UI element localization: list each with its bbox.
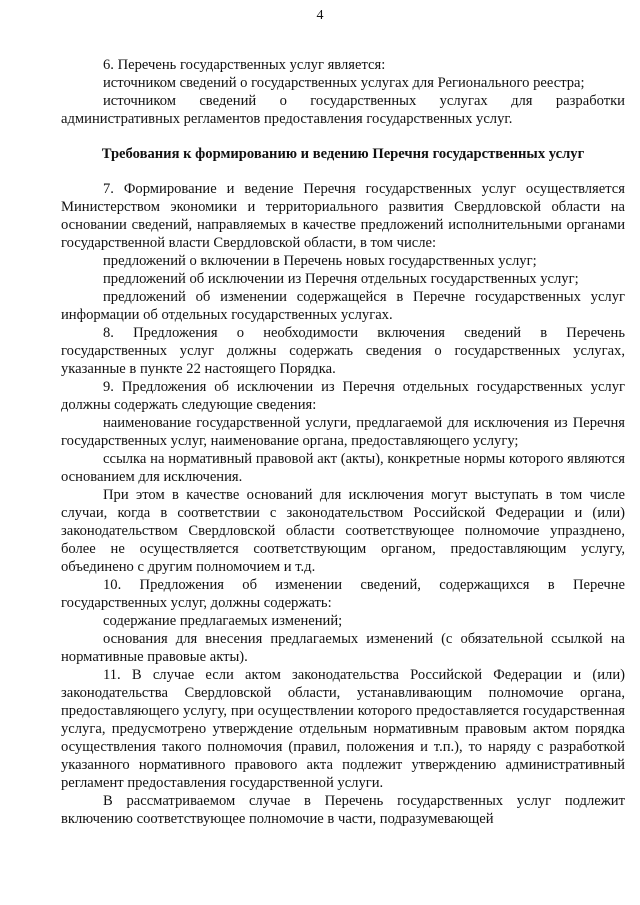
paragraph-7: 7. Формирование и ведение Перечня государственных услуг осуществляется Министерством экономики и территориального развития Свердловской области на основании сведений, направляемых в качестве предложений исполнительными органами государственной власти Свердловской области, в том числе: [61, 181, 625, 251]
paragraph-10-item-1: содержание предлагаемых изменений; [103, 613, 343, 629]
section-heading: Требования к формированию и ведению Перечня государственных услуг [101, 146, 585, 162]
paragraph-9-item-2: ссылка на нормативный правовой акт (акты), конкретные нормы которого являются основанием для исключения. [61, 451, 625, 485]
paragraph-6: 6. Перечень государственных услуг является: [103, 57, 386, 73]
paragraph-11-continuation: В рассматриваемом случае в Перечень государственных услуг подлежит включению соответствующее полномочие в части, подразумевающей [61, 793, 625, 827]
page-number: 4 [316, 8, 324, 23]
paragraph-9: 9. Предложения об исключении из Перечня отдельных государственных услуг должны содержать следующие сведения: [61, 379, 625, 413]
paragraph-7-item-2: предложений об исключении из Перечня отдельных государственных услуг; [103, 271, 579, 287]
paragraph-6-item-2: источником сведений о государственных услугах для разработки административных регламентов предоставления государственных услуг. [61, 93, 625, 127]
paragraph-8: 8. Предложения о необходимости включения сведений в Перечень государственных услуг должны содержать сведения о государственных услугах, указанные в пункте 22 настоящего Порядка. [61, 325, 625, 377]
paragraph-11: 11. В случае если актом законодательства Российской Федерации и (или) законодательства Свердловской области, устанавливающим полномочие органа, предоставляющего услугу, при осуществлении которого предоставляется государственная услуга, предусмотрено утверждение отдельным нормативным правовым актом порядка осуществления такого полномочия (правил, положения и т.п.), то наряду с разработкой указанного нормативного правового акта подлежит утверждению административный регламент предоставления государственной услуги. [61, 667, 625, 791]
paragraph-7-item-3: предложений об изменении содержащейся в Перечне государственных услуг информации об отдельных государственных услугах. [61, 289, 625, 323]
paragraph-10: 10. Предложения об изменении сведений, содержащихся в Перечне государственных услуг, должны содержать: [61, 577, 625, 611]
section-list-usage [61, 56, 625, 128]
paragraph-6-item-1: источником сведений о государственных услугах для Регионального реестра; [103, 75, 585, 91]
paragraph-7-item-1: предложений о включении в Перечень новых государственных услуг; [103, 253, 537, 269]
paragraph-10-item-2: основания для внесения предлагаемых изменений (с обязательной ссылкой на нормативные правовые акты). [61, 631, 625, 665]
section-requirements [61, 180, 625, 828]
paragraph-9-note: При этом в качестве оснований для исключения могут выступать в том числе случаи, когда в соответствии с законодательством Российской Федерации и (или) законодательством Свердловской области соответствующее полномочие упразднено, более не осуществляется соответствующим органом, предоставляющим услугу, объединено с другим полномочием и т.д. [61, 487, 625, 575]
paragraph-9-item-1: наименование государственной услуги, предлагаемой для исключения из Перечня государственных услуг, наименование органа, предоставляющего услугу; [61, 415, 625, 449]
document-body [61, 56, 625, 828]
